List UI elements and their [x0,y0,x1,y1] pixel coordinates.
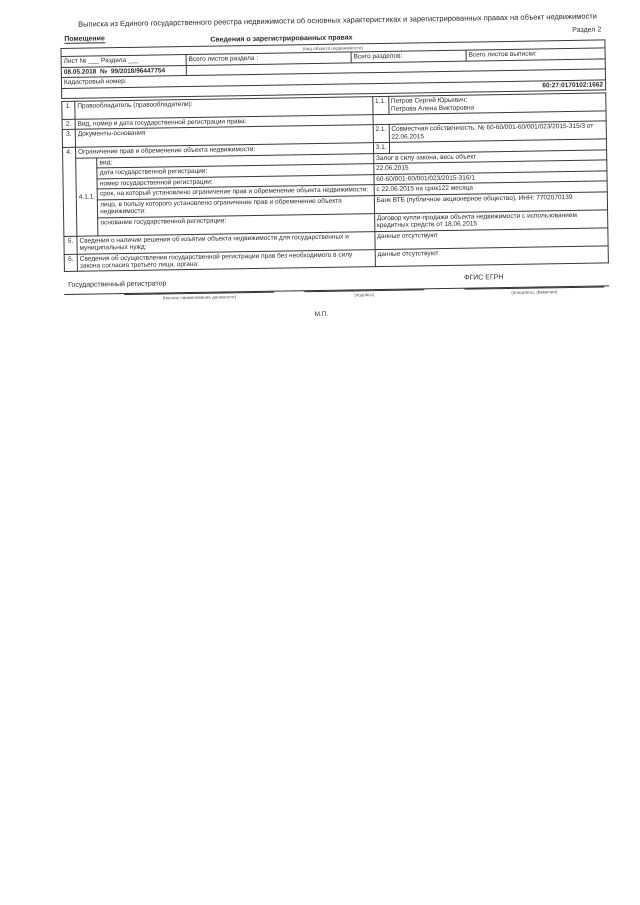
sections-count: Всего разделов: [351,50,466,62]
extract-document [60,11,610,327]
registrar-label: Государственный регистратор [68,280,167,290]
sheet-info: Лист № ___ Раздела ___ [61,55,186,67]
cadastral-number: 60:27:0170102:1662 [62,80,606,99]
extract-sheets-count: Всего листов выписки: [466,48,605,61]
stamp-place: М.П. [314,311,329,319]
table-row: 5. Сведения о наличии решения об изъятии объекта недвижимости для государственных и муниципальных нужд: данные отсутствуют [64,228,608,254]
table-row: номер государственной регистрации: 60-60/001-60/001/023/2015-316/1 [63,171,607,190]
table-row: лицо, в пользу которого установлено ограничение прав и обременение объекта недвижимости: Банк ВТБ (публичное акционерное общество), ИНН: 7702070139 [63,192,607,218]
section-title: Сведения о зарегистрированных правах [210,34,353,44]
table-row: 4.1.1. вид: Залог в силу закона, весь объект [63,150,607,169]
fgis-label: ФГИС ЕГРН [464,274,504,283]
extract-date-number: 08.05.2018 № 99/2018/96447754 [61,65,186,77]
initials-caption: (инициалы, фамилия) [464,287,604,296]
position-caption: (полное наименование должности) [124,292,274,301]
object-kind-caption: (вид объекта недвижимости) [61,40,605,57]
document-title: Выписка из Единого государственного реестра недвижимости об основных характеристиках и зарегистрированных правах на объект недвижимости [78,11,597,29]
table-row: основание государственной регистрации: Договор купли-продажи объекта недвижимости с использованием кредитных средств от 18.06.2015 [64,210,608,236]
table-row: 1. Правообладатель (правообладатели): 1.1. Петров Сергей Юрьевич; Петрова Алена Викторовна [62,93,606,119]
table-row: дата государственной регистрации: 22.06.2015 [63,160,607,179]
table-row: 2. Вид, номер и дата государственной регистрации права: [62,111,606,130]
table-row: срок, на который установлено ограничение прав и обременение объекта недвижимости: с 22.06.2015 на срок122 месяца [63,181,607,200]
meta-table [60,39,606,99]
signature-caption: (подпись) [304,290,424,299]
section-number: Раздел 2 [572,26,602,34]
table-row: 6. Сведения об осуществлении государственной регистрации прав без необходимого в силу закона согласия третьего лица, органа: данные отсутствуют [64,245,608,271]
object-type-label: Помещение [64,35,105,43]
rights-table [61,92,609,272]
table-row: 4. Ограничение прав и обременение объекта недвижимости: 3.1. [63,139,607,158]
cadastral-label: Кадастровый номер: [61,69,605,88]
sheets-in-section: Всего листов раздела : [186,52,351,65]
table-row: 3. Документы-основания 2.1. Совместная собственность, № 60-60/001-60/001/023/2015-315/3 от 22.06.2015 [62,121,606,147]
